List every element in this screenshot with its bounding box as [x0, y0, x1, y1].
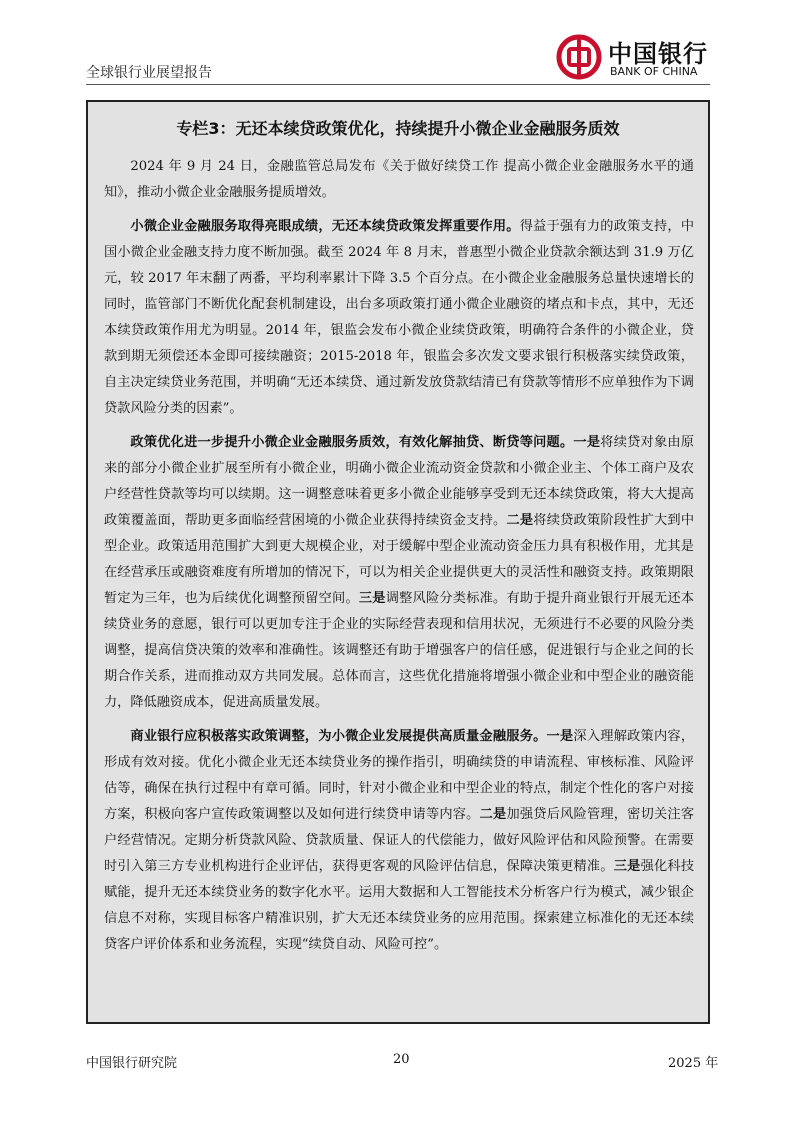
box-title: 专栏3：无还本续贷政策优化，持续提升小微企业金融服务质效	[176, 119, 620, 138]
bank-of-china-logo-icon	[556, 34, 602, 80]
box-body	[104, 154, 694, 966]
paragraph-bank-actions: 商业银行应积极落实政策调整，为小微企业发展提供高质量金融服务。一是深入理解政策内容，形成有效对接。优化小微企业无还本续贷业务的操作指引，明确续贷的申请流程、审核标准、风险评估等，确保在执行过程中有章可循。同时，针对小微企业和中型企业的特点，制定个性化的客户对接方案，积极向客户宣传政策调整以及如何进行续贷申请等内容。二是加强贷后风险管理，密切关注客户经营情况。定期分析贷款风险、贷款质量、保证人的代偿能力，做好风险评估和风险预警。在需要时引入第三方专业机构进行企业评估，获得更客观的风险评估信息，保障决策更精准。三是强化科技赋能，提升无还本续贷业务的数字化水平。运用大数据和人工智能技术分析客户行为模式，减少银企信息不对称，实现目标客户精准识别，扩大无还本续贷业务的应用范围。探索建立标准化的无还本续贷客户评价体系和业务流程，实现“续贷自动、风险可控”。	[104, 729, 695, 952]
page-number: 20	[393, 1052, 410, 1067]
logo-chinese-text: 中国银行	[608, 39, 708, 68]
footer-year: 2025 年	[668, 1056, 719, 1071]
paragraph-achievements: 小微企业金融服务取得亮眼成绩，无还本续贷政策发挥重要作用。得益于强有力的政策支持，中国小微企业金融支持力度不断加强。截至 2024 年 8 月末，普惠型小微企业贷款余额达到 31.9 万亿元，较 2017 年末翻了两番，平均利率累计下降 3.5 个百分点。在小微企业金融服务总量快速增长的同时，监管部门不断优化配套机制建设，出台多项政策打通小微企业融资的堵点和卡点，其中，无还本续贷政策作用尤为明显。2014 年，银监会发布小微企业续贷政策，明确符合条件的小微企业，贷款到期无须偿还本金即可接续融资；2015-2018 年，银监会多次发文要求银行积极落实续贷政策，自主决定续贷业务范围，并明确“无还本续贷、通过新发放贷款结清已有贷款等情形不应单独作为下调贷款风险分类的因素”。	[104, 219, 695, 416]
report-title: 全球银行业展望报告	[86, 65, 212, 81]
logo-english-text: BANK OF CHINA	[610, 65, 698, 78]
header-divider	[86, 84, 710, 85]
footer-institute: 中国银行研究院	[86, 1056, 178, 1071]
paragraph-policy-optimization: 政策优化进一步提升小微企业金融服务质效，有效化解抽贷、断贷等问题。一是将续贷对象由原来的部分小微企业扩展至所有小微企业，明确小微企业流动资金贷款和小微企业主、个体工商户及农户经营性贷款等均可以续期。这一调整意味着更多小微企业能够享受到无还本续贷政策，将大大提高政策覆盖面，帮助更多面临经营困境的小微企业获得持续资金支持。二是将续贷政策阶段性扩大到中型企业。政策适用范围扩大到更大规模企业，对于缓解中型企业流动资金压力具有积极作用，尤其是在经营承压或融资难度有所增加的情况下，可以为相关企业提供更大的灵活性和融资支持。政策期限暂定为三年，也为后续优化调整预留空间。三是调整风险分类标准。有助于提升商业银行开展无还本续贷业务的意愿，银行可以更加专注于企业的实际经营表现和信用状况，无须进行不必要的风险分类调整，提高信贷决策的效率和准确性。该调整还有助于增强客户的信任感，促进银行与企业之间的长期合作关系，进而推动双方共同发展。总体而言，这些优化措施将增强小微企业和中型企业的融资能力，降低融资成本，促进高质量发展。	[104, 435, 695, 710]
bank-logo	[556, 34, 716, 80]
paragraph-intro: 2024 年 9 月 24 日，金融监管总局发布《关于做好续贷工作 提高小微企业金融服务水平的通知》，推动小微企业金融服务提质增效。	[104, 159, 694, 200]
feature-box	[86, 100, 710, 1024]
